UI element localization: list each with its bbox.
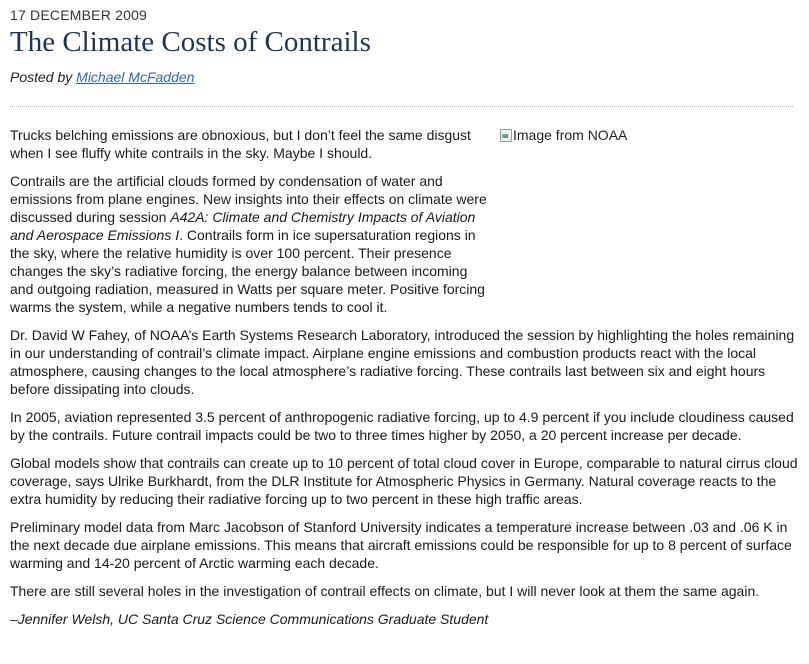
figure-image (499, 126, 799, 326)
broken-image (499, 126, 627, 144)
post-date: 17 DECEMBER 2009 (10, 7, 148, 23)
divider (10, 106, 793, 107)
image-alt-text: Image from NOAA (513, 127, 628, 143)
paragraph-6: Preliminary model data from Marc Jacobson of Stanford University indicates a temperature increase between .03 and .06 K in the next decade due airplane emissions. This means that aircraft emissions could be responsible for up to 8 percent of surface warming and 14-20 percent of Arctic warming each decade. (10, 519, 792, 571)
paragraph-2-part-2: . Contrails form in ice supersaturation regions in the sky, where the relative humidity is over 100 percent. Their presence changes the sky’s radiative forcing, the energy balance between incoming and outgoing radiation, measured in Watts per square meter. Positive forcing warms the system, while a negative numbers tends to cool it. (10, 227, 485, 315)
paragraph-1: Trucks belching emissions are obnoxious, but I don’t feel the same disgust when I see fluffy white contrails in the sky. Maybe I should. (10, 127, 471, 161)
posted-by-label: Posted by (10, 69, 73, 85)
paragraph-7: There are still several holes in the investigation of contrail effects on climate, but I will never look at them the same again. (10, 583, 760, 599)
post-body (10, 126, 799, 628)
author-link[interactable]: Michael McFadden (76, 69, 195, 85)
post-title: The Climate Costs of Contrails (10, 26, 371, 58)
session-title: A42A: Climate and Chemistry Impacts of Aviation and Aerospace Emissions I (10, 209, 476, 243)
broken-image-icon (499, 128, 512, 142)
byline (10, 68, 799, 86)
signature: –Jennifer Welsh, UC Santa Cruz Science Communications Graduate Student (10, 611, 489, 627)
paragraph-5: Global models show that contrails can create up to 10 percent of total cloud cover in Europe, comparable to natural cirrus cloud coverage, says Ulrike Burkhardt, from the DLR Institute for Atmospheric Physics in Germany. Natural coverage reacts to the extra humidity by reducing their radiative forcing up to two percent in these high traffic areas. (10, 455, 798, 507)
paragraph-2-part-1: Contrails are the artificial clouds formed by condensation of water and emissions from plane engines. New insights into their effects on climate were discussed during session (10, 173, 487, 225)
paragraph-4: In 2005, aviation represented 3.5 percent of anthropogenic radiative forcing, up to 4.9 percent if you include cloudiness caused by the contrails. Future contrail impacts could be two to three times higher by 2050, a 20 percent increase per decade. (10, 409, 794, 443)
paragraph-3: Dr. David W Fahey, of NOAA’s Earth Systems Research Laboratory, introduced the session by highlighting the holes remaining in our understanding of contrail’s climate impact. Airplane engine emissions and combustion products react with the local atmosphere, causing changes to the local atmosphere’s radiative forcing. These contrails last between six and eight hours before dissipating into clouds. (10, 327, 795, 397)
